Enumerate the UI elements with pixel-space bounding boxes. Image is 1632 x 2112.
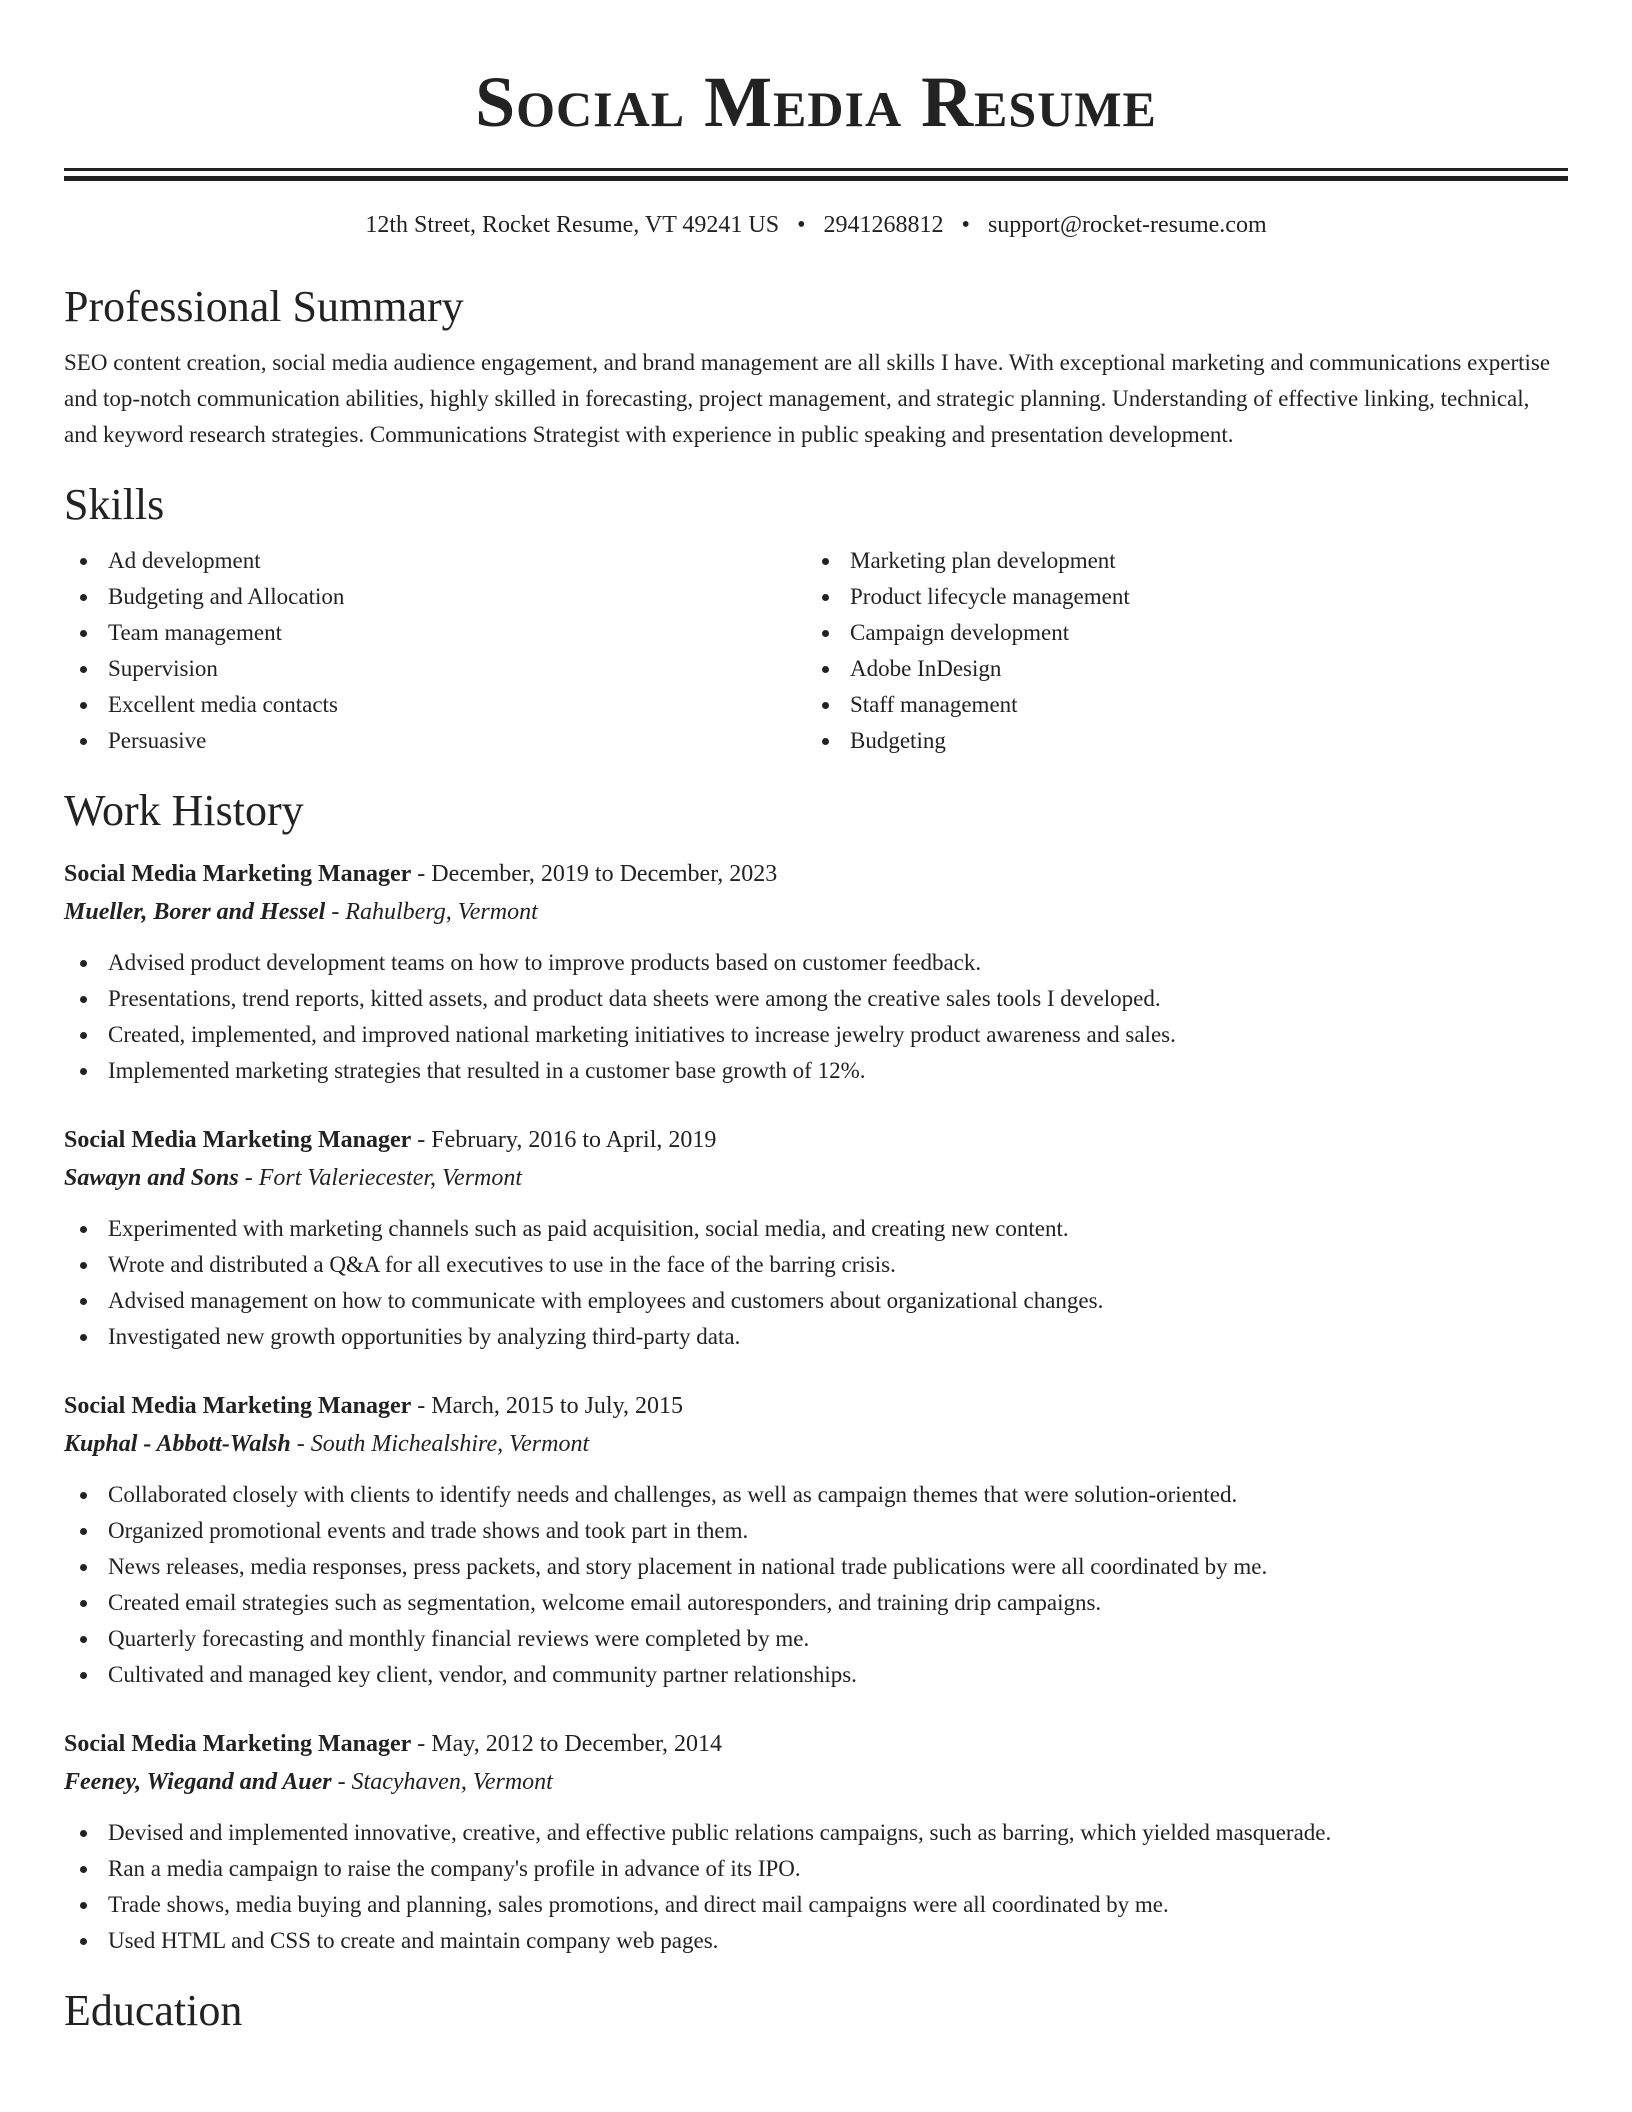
skill-item: Staff management <box>806 687 1548 723</box>
summary-text: SEO content creation, social media audience engagement, and brand management are all skills I have. With exceptional marketing and communications expertise and top-notch communication abilities, highly skilled in forecasting, project management, and strategic planning. Understanding of effective linking, technical, and keyword research strategies. Communications Strategist with experience in public speaking and presentation development. <box>64 350 1551 447</box>
skill-item: Product lifecycle management <box>806 579 1548 615</box>
job-dates: - May, 2012 to December, 2014 <box>411 1731 723 1757</box>
job-duty: Collaborated closely with clients to identify needs and challenges, as well as campaign themes that were solution-oriented. <box>64 1477 1568 1513</box>
job-duty: Investigated new growth opportunities by analyzing third-party data. <box>64 1319 1568 1355</box>
resume-page <box>64 0 1568 2037</box>
contact-email: support@rocket-resume.com <box>987 212 1267 238</box>
job-role: Social Media Marketing Manager <box>64 861 412 887</box>
job-title-line <box>64 1725 1568 1763</box>
job-duties <box>64 1477 1568 1693</box>
contact-separator: • <box>797 212 806 238</box>
skills-heading: Skills <box>64 480 165 529</box>
job-duty: Advised product development teams on how to improve products based on customer feedback. <box>64 945 1568 981</box>
job-duty: Cultivated and managed key client, vendor, and community partner relationships. <box>64 1657 1568 1693</box>
title-divider-thin <box>64 168 1568 171</box>
job-dates: - February, 2016 to April, 2019 <box>411 1127 717 1153</box>
contact-line <box>64 209 1568 241</box>
skill-item: Persuasive <box>64 723 806 759</box>
job-role: Social Media Marketing Manager <box>64 1731 412 1757</box>
job-duty: News releases, media responses, press packets, and story placement in national trade publications were all coordinated by me. <box>64 1549 1568 1585</box>
skills-list <box>64 543 1568 759</box>
skill-item: Excellent media contacts <box>64 687 806 723</box>
summary-heading: Professional Summary <box>64 282 464 331</box>
job-entry <box>64 855 1568 1089</box>
job-dates: - December, 2019 to December, 2023 <box>411 861 778 887</box>
skill-item: Adobe InDesign <box>806 651 1548 687</box>
skill-item: Marketing plan development <box>806 543 1548 579</box>
job-title-line <box>64 1387 1568 1425</box>
job-company: Mueller, Borer and Hessel <box>64 899 326 925</box>
job-entry <box>64 1725 1568 1959</box>
job-duties <box>64 945 1568 1089</box>
skill-item: Ad development <box>64 543 806 579</box>
job-duty: Used HTML and CSS to create and maintain company web pages. <box>64 1923 1568 1959</box>
job-duty: Organized promotional events and trade shows and took part in them. <box>64 1513 1568 1549</box>
job-location: - Rahulberg, Vermont <box>325 899 538 925</box>
skills-column-left <box>64 543 806 759</box>
job-duty: Created, implemented, and improved national marketing initiatives to increase jewelry product awareness and sales. <box>64 1017 1568 1053</box>
job-location: - Fort Valeriecester, Vermont <box>238 1165 523 1191</box>
contact-address: 12th Street, Rocket Resume, VT 49241 US <box>365 212 780 238</box>
job-company: Sawayn and Sons <box>64 1165 239 1191</box>
skill-item: Supervision <box>64 651 806 687</box>
contact-phone: 2941268812 <box>823 212 944 238</box>
job-company: Kuphal - Abbott-Walsh <box>64 1431 291 1457</box>
job-company-line <box>64 1425 1568 1463</box>
job-duty: Created email strategies such as segmentation, welcome email autoresponders, and training drip campaigns. <box>64 1585 1568 1621</box>
skill-item: Team management <box>64 615 806 651</box>
title-divider-thick <box>64 176 1568 181</box>
skill-item: Budgeting <box>806 723 1548 759</box>
job-duty: Trade shows, media buying and planning, sales promotions, and direct mail campaigns were all coordinated by me. <box>64 1887 1568 1923</box>
job-duties <box>64 1815 1568 1959</box>
job-duty: Presentations, trend reports, kitted assets, and product data sheets were among the creative sales tools I developed. <box>64 981 1568 1017</box>
resume-title: Social Media Resume <box>475 62 1157 142</box>
skill-item: Budgeting and Allocation <box>64 579 806 615</box>
job-duty: Experimented with marketing channels such as paid acquisition, social media, and creating new content. <box>64 1211 1568 1247</box>
job-role: Social Media Marketing Manager <box>64 1127 412 1153</box>
job-location: - Stacyhaven, Vermont <box>331 1769 553 1795</box>
job-duties <box>64 1211 1568 1355</box>
job-duty: Quarterly forecasting and monthly financial reviews were completed by me. <box>64 1621 1568 1657</box>
job-duty: Devised and implemented innovative, creative, and effective public relations campaigns, such as barring, which yielded masquerade. <box>64 1815 1568 1851</box>
job-title-line <box>64 855 1568 893</box>
job-duty: Wrote and distributed a Q&A for all executives to use in the face of the barring crisis. <box>64 1247 1568 1283</box>
job-duty: Implemented marketing strategies that resulted in a customer base growth of 12%. <box>64 1053 1568 1089</box>
contact-separator: • <box>961 212 970 238</box>
job-company-line <box>64 1763 1568 1801</box>
job-company-line <box>64 893 1568 931</box>
job-location: - South Michealshire, Vermont <box>290 1431 590 1457</box>
job-company: Feeney, Wiegand and Auer <box>64 1769 332 1795</box>
job-duty: Ran a media campaign to raise the company's profile in advance of its IPO. <box>64 1851 1568 1887</box>
job-entry <box>64 1121 1568 1355</box>
job-company-line <box>64 1159 1568 1197</box>
job-duty: Advised management on how to communicate with employees and customers about organizational changes. <box>64 1283 1568 1319</box>
job-title-line <box>64 1121 1568 1159</box>
skills-column-right <box>806 543 1548 759</box>
skill-item: Campaign development <box>806 615 1548 651</box>
education-heading: Education <box>64 1986 243 2035</box>
work-history-heading: Work History <box>64 786 304 835</box>
job-role: Social Media Marketing Manager <box>64 1393 412 1419</box>
job-entry <box>64 1387 1568 1693</box>
job-dates: - March, 2015 to July, 2015 <box>411 1393 684 1419</box>
